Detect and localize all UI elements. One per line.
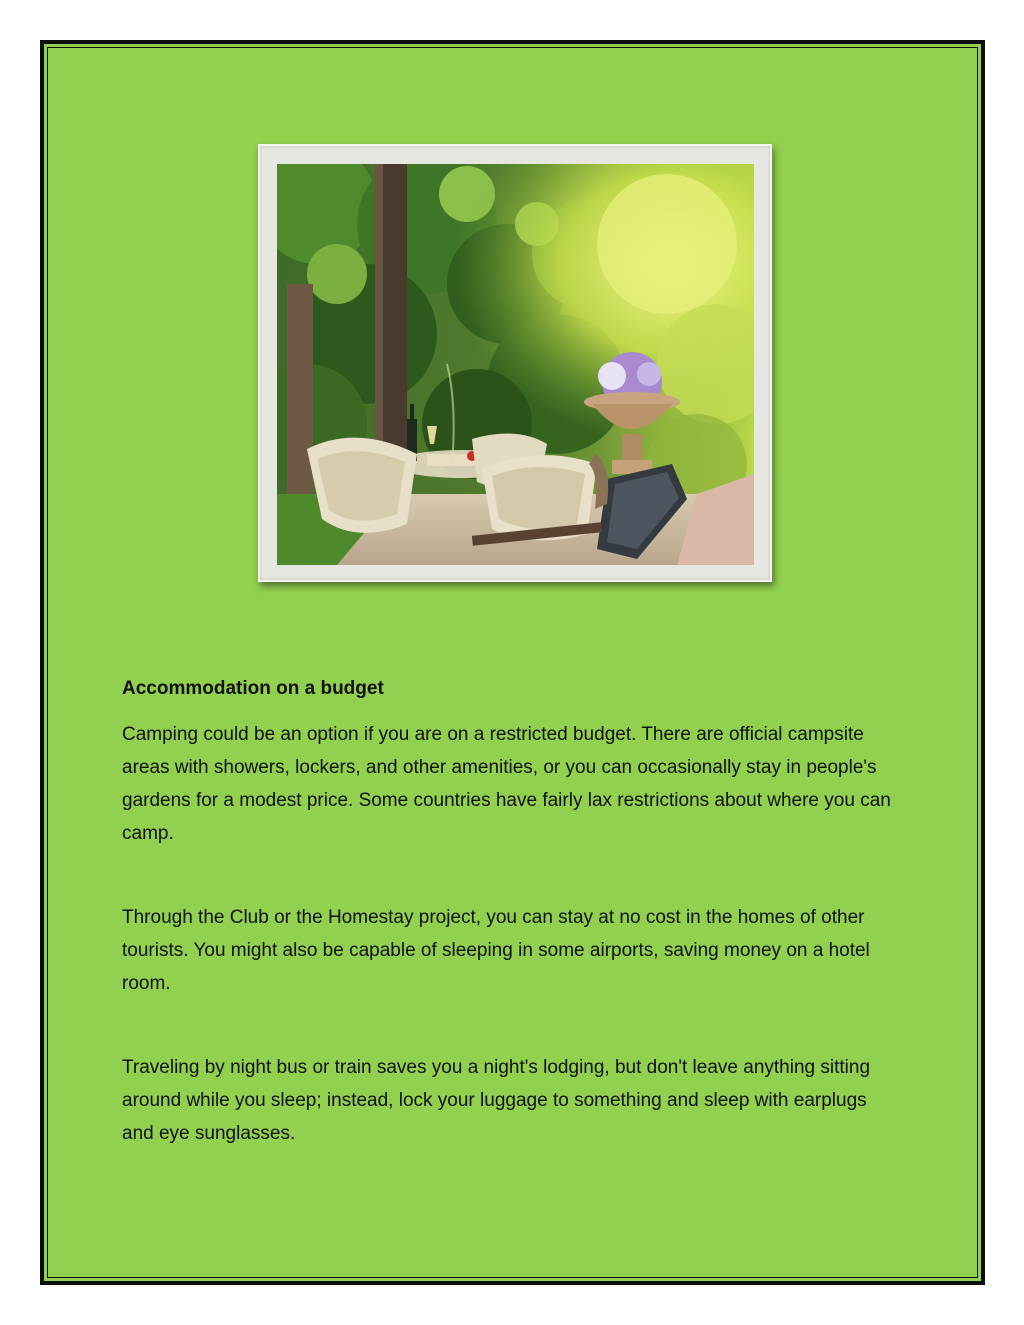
paragraph-camping: Camping could be an option if you are on a restricted budget. There are official campsite areas with showers, lockers, and other amenities, or you can occasionally stay in people's gardens for a modest price. Some countries have fairly lax restrictions about where you can camp. xyxy=(122,724,891,844)
paragraph-night-travel: Traveling by night bus or train saves you a night's lodging, but don't leave anything sitting around while you sleep; instead, lock your luggage to something and sleep with earplugs and eye sunglasses. xyxy=(122,1057,871,1144)
article-body xyxy=(122,674,902,1201)
green-page-panel xyxy=(40,40,985,1285)
garden-patio-photo xyxy=(277,164,754,565)
paragraph-homestay: Through the Club or the Homestay project, you can stay at no cost in the homes of other tourists. You might also be capable of sleeping in some airports, saving money on a hotel room. xyxy=(122,907,870,994)
section-heading: Accommodation on a budget xyxy=(122,678,384,699)
photo-frame xyxy=(258,144,772,582)
